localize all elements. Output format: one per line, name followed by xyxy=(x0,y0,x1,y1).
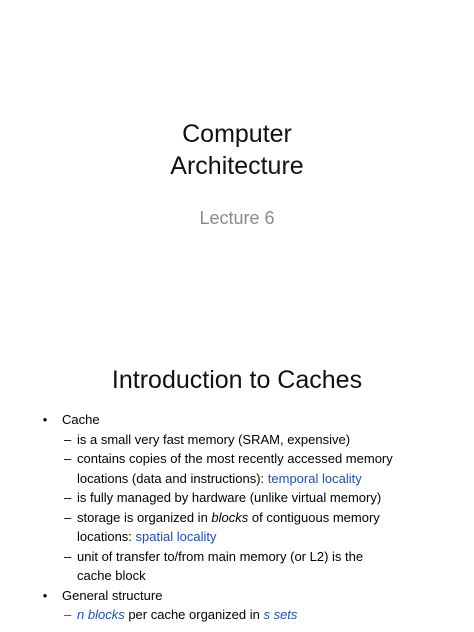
subbullet-text: is fully managed by hardware (unlike virtual memory) xyxy=(77,490,382,505)
bullet-marker: • xyxy=(42,587,48,603)
general-subitems xyxy=(38,605,438,625)
dash-marker: – xyxy=(64,509,72,525)
slide-title: Introduction to Caches xyxy=(111,366,363,394)
highlight-term: spatial locality xyxy=(135,529,217,544)
dash-marker: – xyxy=(64,451,72,466)
subbullet-line xyxy=(77,508,438,528)
bullet-cache xyxy=(38,410,438,430)
bullet-label: Cache xyxy=(62,412,100,427)
subbullet-text: locations (data and instructions): xyxy=(77,470,268,486)
dash-marker: – xyxy=(64,490,72,505)
bullet-list xyxy=(38,410,438,625)
subbullet-text: storage is organized in xyxy=(77,509,212,525)
subbullet-item xyxy=(38,449,438,488)
title-line-1: Computer xyxy=(182,120,292,148)
subbullet-line xyxy=(77,527,438,547)
highlight-term: temporal locality xyxy=(267,470,362,486)
content-slide xyxy=(0,316,474,632)
subbullet-line: contains copies of the most recently accessed memory xyxy=(77,451,393,466)
emphasis-term: n blocks xyxy=(77,607,125,622)
presentation-title xyxy=(0,118,474,182)
bullet-marker: • xyxy=(42,412,48,427)
title-line-2: Architecture xyxy=(170,152,304,180)
cache-subitems xyxy=(38,430,438,586)
subbullet-text: of contiguous memory xyxy=(248,509,380,525)
subbullet-line xyxy=(77,469,438,489)
dash-marker: – xyxy=(64,431,72,447)
subbullet-item xyxy=(38,508,438,547)
subbullet-text: locations: xyxy=(77,529,136,544)
subbullet-line: cache block xyxy=(77,568,146,583)
cache-sublist xyxy=(38,430,438,586)
subbullet-item xyxy=(38,430,438,450)
subbullet-item xyxy=(38,605,438,625)
dash-marker: – xyxy=(64,548,72,564)
subbullet-text: is a small very fast memory (SRAM, expensive) xyxy=(77,431,351,447)
dash-marker: – xyxy=(64,607,72,622)
bullet-general-structure xyxy=(38,586,438,606)
subbullet-item xyxy=(38,547,438,586)
bullet-label: General structure xyxy=(62,587,163,603)
subbullet-text: per cache organized in xyxy=(124,607,264,622)
emphasis-term: blocks xyxy=(211,509,249,525)
general-sublist xyxy=(38,605,438,625)
subbullet-item xyxy=(38,488,438,508)
subbullet-line: unit of transfer to/from main memory (or L2) is the xyxy=(77,548,364,564)
emphasis-term: s sets xyxy=(263,607,298,622)
lecture-subtitle: Lecture 6 xyxy=(199,208,275,228)
